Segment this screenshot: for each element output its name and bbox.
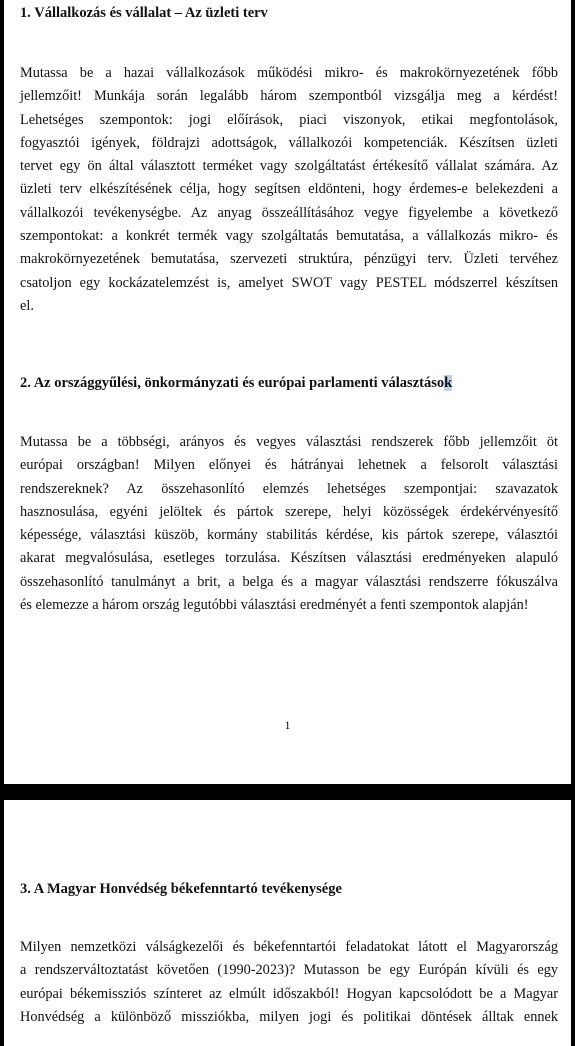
selection-highlight: k [444,375,453,391]
paragraph-line: Mutassa be a hazai vállalkozások működési mikro- és makrokörnyezetének főbb [20,65,558,81]
section-3-paragraph [20,936,558,1029]
section-2-heading-text: 2. Az országgyűlési, önkormányzati és európai parlamenti választáso [20,375,445,391]
paragraph-line: Honvédség a különböző missziókba, milyen jogi és politikai döntések álltak ennek [20,1008,558,1025]
section-2-heading [20,374,452,392]
section-1-heading: 1. Vállalkozás és vállalat – Az üzleti terv [20,5,268,21]
paragraph-line: európai békemissziós színteret az elmúlt időszakból! Hogyan kapcsolódott be a Magyar [20,985,558,1002]
paragraph-line: üzleti terv elkészítésének célja, hogy segítsen eldönteni, hogy érdemes-e belekezdeni a [20,181,558,198]
paragraph-line: képessége, választási küszöb, kormány stabilitás kérdése, kis pártok szerepe, választói [20,527,558,544]
paragraph-line: jellemzőit! Munkája során legalább három szempontból vizsgálja meg a kérdést! [20,88,558,105]
paragraph-line: és elemezze a három ország legutóbbi választási eredményét a fenti szempontok alapján! [20,597,529,614]
paragraph-line: Mutassa be a többségi, arányos és vegyes választási rendszerek főbb jellemzőit öt [20,434,558,450]
paragraph-line: el. [20,297,34,314]
document-page-1 [4,0,571,784]
paragraph-line: makrokörnyezetének bemutatása, szervezeti struktúra, pénzügyi terv. Üzleti tervéhez [20,251,558,268]
section-2-paragraph [20,431,558,617]
paragraph-line: hasznosulása, egyéni jelöltek és pártok szerepe, helyi közösségek érdekérvényesítő [20,503,558,520]
section-1-paragraph [20,62,558,318]
paragraph-line: vállalkozói tevékenységbe. Az anyag összeállításához vegye figyelembe a következő [20,204,558,221]
paragraph-line: tervet egy ön által választott terméket vagy szolgáltatást értékesítő vállalat számára. Az [20,158,558,175]
paragraph-line: szempontokat: a konkrét termék vagy szolgáltatás bemutatása, a vállalkozás mikro- és [20,228,558,245]
paragraph-line: a rendszerváltoztatást követően (1990-2023)? Mutasson be egy Európán kívüli és egy [20,962,558,979]
paragraph-line: Lehetséges szempontok: jogi előírások, piaci viszonyok, etikai megfontolások, [20,111,558,128]
paragraph-line: fogyasztói igények, földrajzi adottságok, vállalkozói kompetenciák. Készítsen üzleti [20,134,558,151]
paragraph-line: európai országban! Milyen előnyei és hátrányai lehetnek a felsorolt választási [20,457,558,474]
paragraph-line: csatoljon egy kockázatelemzést is, amelyet SWOT vagy PESTEL módszerrel készítsen [20,274,558,291]
section-3-heading: 3. A Magyar Honvédség békefenntartó tevékenysége [20,881,342,897]
paragraph-line: akarat megvalósulása, esetleges torzulása. Készítsen választási eredményeken alapuló [20,550,558,567]
paragraph-line: Milyen nemzetközi válságkezelői és békefenntartói feladatokat látott el Magyarország [20,939,558,955]
document-page-2 [4,800,571,1046]
page-number: 1 [284,718,291,732]
paragraph-line: összehasonlító tanulmányt a brit, a belga és a magyar választási rendszerre fókuszálva [20,573,558,590]
paragraph-line: rendszereknek? Az összehasonlító elemzés lehetséges szempontjai: szavazatok [20,480,558,497]
